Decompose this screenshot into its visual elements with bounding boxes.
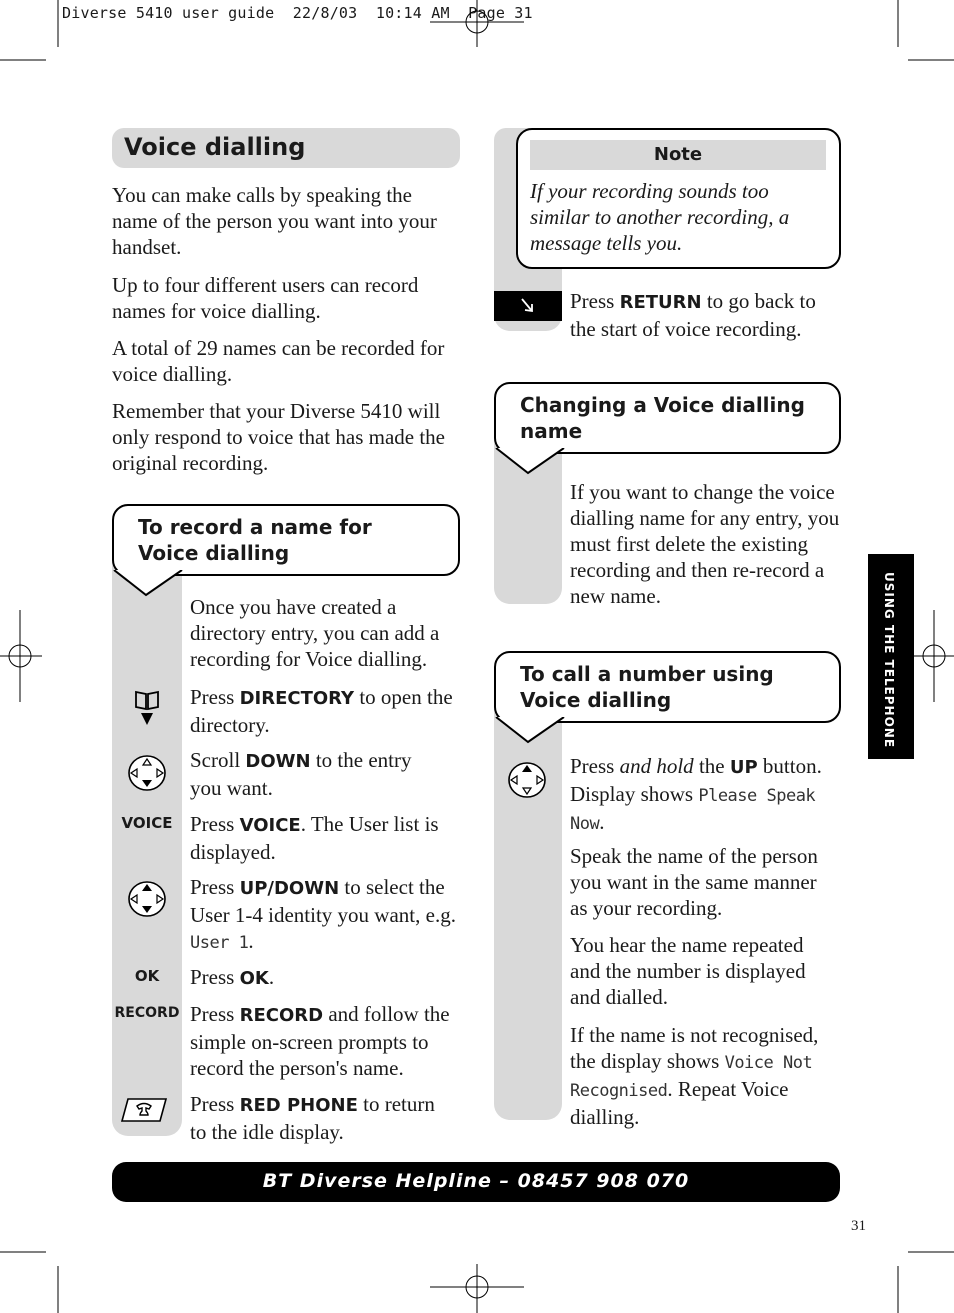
note-text: If your recording sounds too similar to another recording, a message tells you. <box>530 179 790 255</box>
change-box-title-line1: Changing a Voice dialling <box>520 393 805 417</box>
nav-pad-up-icon <box>507 761 547 799</box>
record-steps-sidebar <box>112 540 182 1136</box>
change-box-title-line2: name <box>520 419 583 443</box>
print-header: Diverse 5410 user guide 22/8/03 10:14 AM Page 31 <box>62 4 533 22</box>
note-box <box>516 128 841 269</box>
side-tab-label: USING THE TELEPHONE <box>882 572 896 749</box>
book-icon <box>134 689 160 729</box>
page-number: 31 <box>851 1218 866 1234</box>
record-box-header <box>112 504 460 576</box>
record-box-pointer <box>112 570 192 600</box>
ok-key-label: OK <box>134 967 160 985</box>
helpline-footer <box>112 1162 840 1202</box>
change-text: If you want to change the voice dialling name for any entry, you must first delete the existing recording and then re-record a new name. <box>570 480 840 608</box>
call-sidebar <box>494 690 562 1120</box>
return-key-tile <box>494 291 562 321</box>
call-box-pointer <box>494 717 574 747</box>
call-box-title-line2: Voice dialling <box>520 688 672 712</box>
record-step-1: Press DIRECTORY to open the directory. <box>190 685 453 737</box>
record-step-5: Press OK. <box>190 965 275 989</box>
intro-paragraph-3: A total of 29 names can be recorded for voice dialling. <box>112 336 445 386</box>
record-step-3: Press VOICE. The User list is displayed. <box>190 812 439 864</box>
record-step-6: Press RECORD and follow the simple on-screen prompts to record the person's name. <box>190 1002 450 1080</box>
intro-paragraph-1: You can make calls by speaking the name of the person you want into your handset. <box>112 183 437 259</box>
nav-pad-down-icon <box>127 754 167 792</box>
voice-key-label: VOICE <box>121 814 173 832</box>
record-intro: Once you have created a directory entry, you can add a recording for Voice dialling. <box>190 595 440 671</box>
change-box-pointer <box>494 448 574 478</box>
intro-paragraph-4: Remember that your Diverse 5410 will only respond to voice that has made the original recording. <box>112 399 445 475</box>
record-box-title-line2: Voice dialling <box>138 541 290 565</box>
record-step-2: Scroll DOWN to the entry you want. <box>190 748 412 800</box>
call-paragraph-1: Press and hold the UP button. Display shows Please Speak Now. <box>570 754 822 834</box>
change-box-header <box>494 382 841 454</box>
red-phone-icon <box>120 1096 168 1124</box>
record-key-label: RECORD <box>114 1005 180 1021</box>
call-box-header <box>494 651 841 723</box>
section-title: Voice dialling <box>124 133 306 161</box>
intro-paragraph-2: Up to four different users can record names for voice dialling. <box>112 273 419 323</box>
call-box-title-line1: To call a number using <box>520 662 774 686</box>
record-step-4: Press UP/DOWN to select the User 1-4 identity you want, e.g. User 1. <box>190 875 456 953</box>
record-box-title-line1: To record a name for <box>138 515 372 539</box>
call-paragraph-3: You hear the name repeated and the number is displayed and dialled. <box>570 933 806 1009</box>
call-paragraph-2: Speak the name of the person you want in the same manner as your recording. <box>570 844 818 920</box>
note-heading: Note <box>530 140 826 170</box>
section-side-tab <box>868 554 914 759</box>
call-paragraph-4: If the name is not recognised, the display shows Voice Not Recognised. Repeat Voice dialling. <box>570 1023 819 1129</box>
return-step: Press RETURN to go back to the start of voice recording. <box>570 289 816 341</box>
nav-pad-updown-icon <box>127 880 167 918</box>
return-arrow-icon <box>494 291 562 321</box>
record-step-7: Press RED PHONE to return to the idle display. <box>190 1092 435 1144</box>
helpline-text: BT Diverse Helpline – 08457 908 070 <box>262 1170 690 1192</box>
